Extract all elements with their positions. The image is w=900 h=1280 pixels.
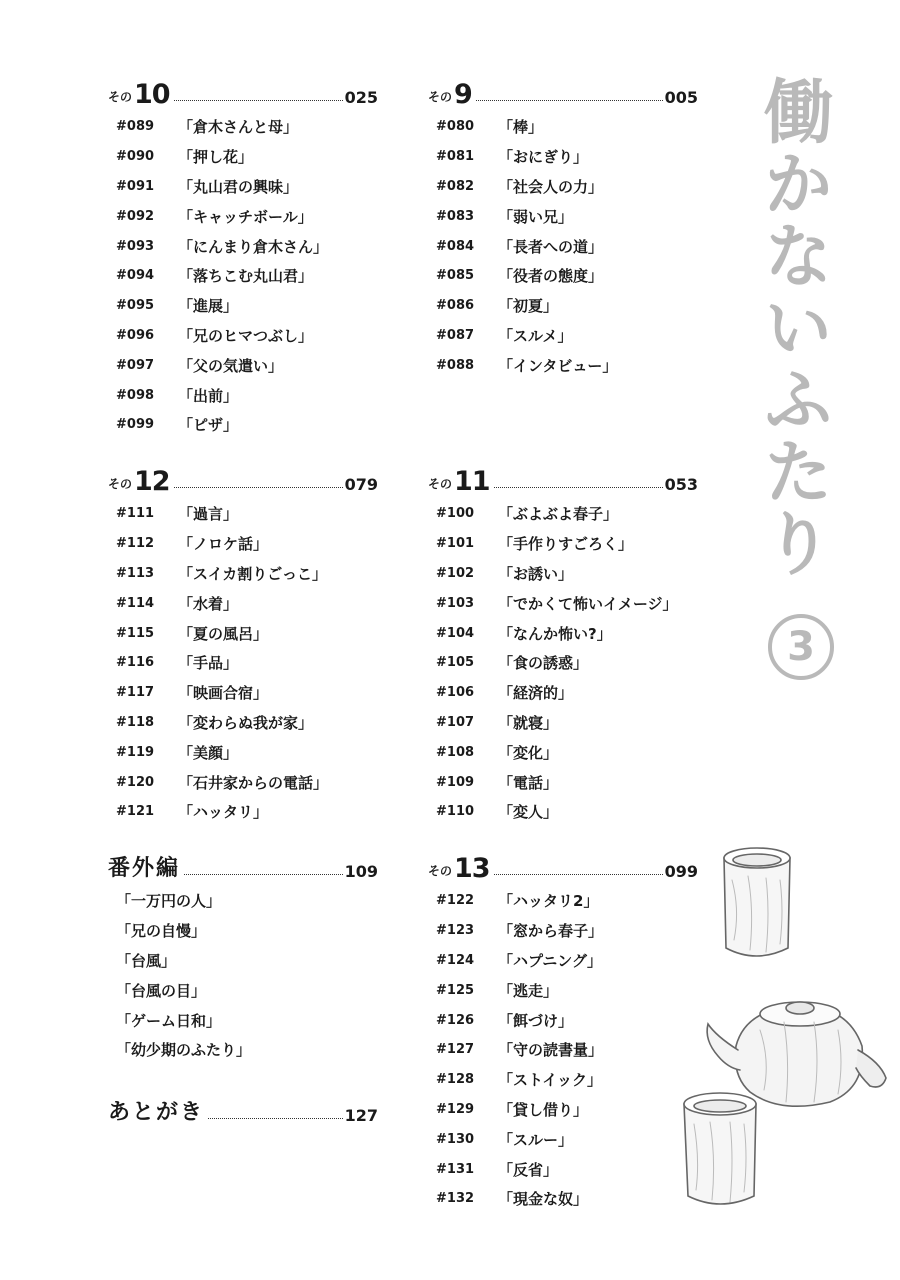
chapter-item — [428, 1184, 698, 1214]
chapter-code: #080 — [436, 119, 475, 135]
chapter-title: 「守の読書量」 — [498, 1041, 604, 1060]
chapter-item — [108, 231, 378, 261]
page-number: 099 — [664, 862, 698, 881]
chapter-item — [108, 559, 378, 589]
chapter-title: 「ぶよぶよ春子」 — [498, 505, 619, 524]
page-number: 127 — [344, 1106, 378, 1125]
chapter-code: #113 — [116, 565, 155, 581]
chapter-item — [428, 916, 698, 946]
chapter-title: 「過言」 — [178, 505, 239, 524]
chapter-code: #112 — [116, 536, 155, 552]
chapter-item — [428, 678, 698, 708]
chapter-title: 「おにぎり」 — [498, 148, 589, 167]
chapter-item — [428, 767, 698, 797]
chapter-item — [428, 201, 698, 231]
chapter-item — [428, 559, 698, 589]
chapter-code: #102 — [436, 565, 475, 581]
chapter-code: #088 — [436, 357, 475, 373]
extra-item: 「台風」 — [116, 951, 177, 970]
chapter-item — [108, 767, 378, 797]
chapter-item — [108, 350, 378, 380]
page-number: 053 — [664, 475, 698, 494]
section-prefix: その — [108, 90, 133, 104]
chapter-title: 「ハプニング」 — [498, 951, 602, 970]
chapter-title: 「夏の風呂」 — [178, 624, 269, 643]
chapter-code: #130 — [436, 1131, 475, 1147]
chapter-title: 「経済的」 — [498, 684, 574, 703]
chapter-item — [428, 112, 698, 142]
chapter-title: 「変わらぬ我が家」 — [178, 713, 314, 732]
chapter-item — [108, 380, 378, 410]
chapter-code: #086 — [436, 298, 475, 314]
dot-leader — [208, 1118, 343, 1119]
chapter-item — [428, 321, 698, 351]
chapter-code: #094 — [116, 268, 155, 284]
chapter-title: 「映画合宿」 — [178, 684, 269, 703]
chapter-item — [428, 1095, 698, 1125]
section-9 — [428, 76, 698, 380]
chapter-item — [428, 708, 698, 738]
chapter-title: 「長者への道」 — [498, 237, 604, 256]
chapter-code: #122 — [436, 893, 475, 909]
chapter-item — [428, 172, 698, 202]
chapter-item — [108, 201, 378, 231]
chapter-code: #117 — [116, 685, 155, 701]
chapter-code: #091 — [116, 178, 155, 194]
chapter-code: #097 — [116, 357, 155, 373]
chapter-code: #115 — [116, 625, 155, 641]
chapter-item — [108, 499, 378, 529]
chapter-title: 「貸し借り」 — [498, 1100, 589, 1119]
chapter-title: 「変化」 — [498, 743, 559, 762]
chapter-item — [428, 975, 698, 1005]
chapter-code: #083 — [436, 208, 475, 224]
chapter-code: #098 — [116, 387, 155, 403]
chapter-title: 「反省」 — [498, 1160, 559, 1179]
section-header — [108, 850, 378, 884]
chapter-title: 「窓から春子」 — [498, 922, 604, 941]
chapter-title: 「父の気遣い」 — [178, 356, 284, 375]
chapter-item — [428, 588, 698, 618]
page-number: 079 — [344, 475, 378, 494]
chapter-list — [428, 112, 698, 380]
section-title: 番外編 — [108, 856, 181, 881]
chapter-title: 「現金な奴」 — [498, 1190, 589, 1209]
chapter-item — [428, 797, 698, 827]
teapot-icon — [707, 1002, 886, 1106]
extra-list — [108, 886, 378, 1065]
chapter-item — [428, 1124, 698, 1154]
chapter-code: #090 — [116, 149, 155, 165]
chapter-code: #087 — [436, 327, 475, 343]
page-number: 109 — [344, 862, 378, 881]
chapter-title: 「ハッタリ」 — [178, 803, 269, 822]
chapter-item — [108, 588, 378, 618]
chapter-item — [108, 529, 378, 559]
chapter-title: 「ハッタリ2」 — [498, 892, 599, 911]
chapter-title: 「キャッチボール」 — [178, 207, 313, 226]
chapter-code: #121 — [116, 804, 155, 820]
section-prefix: その — [428, 864, 453, 878]
chapter-code: #096 — [116, 327, 155, 343]
chapter-title: 「でかくて怖いイメージ」 — [498, 594, 678, 613]
chapter-title: 「電話」 — [498, 773, 559, 792]
chapter-title: 「スルー」 — [498, 1130, 574, 1149]
chapter-title: 「初夏」 — [498, 297, 559, 316]
chapter-title: 「ストイック」 — [498, 1071, 602, 1090]
chapter-code: #118 — [116, 714, 155, 730]
chapter-code: #085 — [436, 268, 475, 284]
chapter-title: 「手作りすごろく」 — [498, 535, 634, 554]
chapter-item — [108, 708, 378, 738]
chapter-title: 「押し花」 — [178, 148, 254, 167]
chapter-item — [108, 172, 378, 202]
chapter-title: 「スルメ」 — [498, 326, 573, 345]
chapter-item — [428, 886, 698, 916]
section-prefix: その — [428, 477, 453, 491]
chapter-code: #092 — [116, 208, 155, 224]
chapter-title: 「手品」 — [178, 654, 239, 673]
chapter-item — [108, 678, 378, 708]
chapter-title: 「社会人の力」 — [498, 177, 604, 196]
chapter-title: 「兄のヒマつぶし」 — [178, 326, 314, 345]
chapter-item — [428, 1154, 698, 1184]
section-10 — [108, 76, 378, 440]
chapter-item — [428, 1005, 698, 1035]
chapter-item — [428, 261, 698, 291]
chapter-title: 「にんまり倉木さん」 — [178, 237, 329, 256]
chapter-title: 「餌づけ」 — [498, 1011, 574, 1030]
section-number: 12 — [134, 466, 170, 497]
section-header — [428, 76, 698, 110]
chapter-item — [428, 1065, 698, 1095]
page-number: 005 — [664, 88, 698, 107]
chapter-code: #099 — [116, 417, 155, 433]
chapter-title: 「倉木さんと母」 — [178, 118, 299, 137]
chapter-item — [108, 291, 378, 321]
chapter-item — [108, 648, 378, 678]
chapter-list — [428, 886, 698, 1214]
chapter-item — [108, 321, 378, 351]
chapter-item — [108, 142, 378, 172]
chapter-code: #127 — [436, 1042, 475, 1058]
chapter-code: #129 — [436, 1101, 475, 1117]
section-extra — [108, 850, 378, 1065]
volume-badge: 3 — [768, 614, 834, 680]
chapter-title: 「丸山君の興味」 — [178, 177, 299, 196]
extra-item: 「幼少期のふたり」 — [116, 1041, 252, 1060]
chapter-code: #105 — [436, 655, 475, 671]
chapter-list — [108, 499, 378, 827]
chapter-item — [428, 350, 698, 380]
chapter-code: #120 — [116, 774, 155, 790]
dot-leader — [494, 874, 663, 875]
chapter-item — [108, 797, 378, 827]
chapter-item — [428, 142, 698, 172]
chapter-code: #089 — [116, 119, 155, 135]
chapter-code: #119 — [116, 744, 155, 760]
chapter-code: #123 — [436, 923, 475, 939]
chapter-code: #082 — [436, 178, 475, 194]
section-12 — [108, 463, 378, 827]
section-header — [108, 1094, 378, 1128]
section-number: 13 — [454, 853, 490, 884]
chapter-code: #111 — [116, 506, 155, 522]
chapter-item — [428, 737, 698, 767]
chapter-code: #109 — [436, 774, 475, 790]
chapter-title: 「進展」 — [178, 297, 239, 316]
teacup-lower-icon — [684, 1093, 756, 1204]
chapter-code: #131 — [436, 1161, 475, 1177]
section-prefix: その — [428, 90, 453, 104]
section-13 — [428, 850, 698, 1214]
chapter-title: 「弱い兄」 — [498, 207, 574, 226]
chapter-item — [108, 261, 378, 291]
dot-leader — [476, 100, 663, 101]
chapter-item — [428, 1035, 698, 1065]
chapter-code: #132 — [436, 1191, 475, 1207]
chapter-code: #084 — [436, 238, 475, 254]
chapter-item — [108, 410, 378, 440]
section-header — [108, 76, 378, 110]
chapter-code: #114 — [116, 595, 155, 611]
extra-item: 「ゲーム日和」 — [116, 1011, 222, 1030]
chapter-code: #104 — [436, 625, 475, 641]
chapter-code: #103 — [436, 595, 475, 611]
section-header — [428, 850, 698, 884]
chapter-title: 「インタビュー」 — [498, 356, 618, 375]
teacup-upper-icon — [724, 848, 790, 956]
section-number: 11 — [454, 466, 490, 497]
chapter-title: 「落ちこむ丸山君」 — [178, 267, 314, 286]
chapter-title: 「スイカ割りごっこ」 — [178, 564, 327, 583]
chapter-item — [428, 946, 698, 976]
chapter-item — [108, 737, 378, 767]
chapter-code: #108 — [436, 744, 475, 760]
chapter-item — [108, 618, 378, 648]
dot-leader — [174, 487, 343, 488]
section-11 — [428, 463, 698, 827]
chapter-item — [428, 648, 698, 678]
chapter-code: #101 — [436, 536, 475, 552]
chapter-list — [428, 499, 698, 827]
chapter-item — [428, 231, 698, 261]
chapter-title: 「食の誘惑」 — [498, 654, 589, 673]
chapter-item — [428, 291, 698, 321]
chapter-title: 「石井家からの電話」 — [178, 773, 329, 792]
chapter-item — [428, 499, 698, 529]
chapter-list — [108, 112, 378, 440]
book-title: 働かないふたり — [752, 75, 834, 579]
chapter-code: #124 — [436, 952, 475, 968]
chapter-title: 「就寝」 — [498, 713, 559, 732]
chapter-code: #095 — [116, 298, 155, 314]
chapter-code: #110 — [436, 804, 475, 820]
section-header — [108, 463, 378, 497]
extra-item: 「兄の自慢」 — [116, 922, 207, 941]
chapter-title: 「変人」 — [498, 803, 559, 822]
page-number: 025 — [344, 88, 378, 107]
chapter-code: #128 — [436, 1072, 475, 1088]
section-header — [428, 463, 698, 497]
chapter-title: 「なんか怖い?」 — [498, 624, 612, 643]
chapter-item — [428, 529, 698, 559]
chapter-title: 「ノロケ話」 — [178, 535, 269, 554]
dot-leader — [184, 874, 343, 875]
chapter-title: 「役者の態度」 — [498, 267, 604, 286]
chapter-code: #093 — [116, 238, 155, 254]
chapter-item — [108, 112, 378, 142]
chapter-title: 「美顔」 — [178, 743, 239, 762]
chapter-title: 「出前」 — [178, 386, 239, 405]
chapter-code: #126 — [436, 1012, 475, 1028]
extra-item: 「台風の目」 — [116, 981, 207, 1000]
chapter-title: 「お誘い」 — [498, 564, 574, 583]
chapter-title: 「ピザ」 — [178, 416, 239, 435]
chapter-title: 「逃走」 — [498, 981, 559, 1000]
chapter-code: #106 — [436, 685, 475, 701]
extra-item: 「一万円の人」 — [116, 892, 222, 911]
section-title: あとがき — [108, 1100, 205, 1125]
chapter-code: #081 — [436, 149, 475, 165]
chapter-title: 「棒」 — [498, 118, 544, 137]
section-number: 10 — [134, 79, 170, 110]
chapter-code: #116 — [116, 655, 155, 671]
chapter-code: #107 — [436, 714, 475, 730]
chapter-code: #100 — [436, 506, 475, 522]
section-prefix: その — [108, 477, 133, 491]
chapter-title: 「水着」 — [178, 594, 239, 613]
chapter-item — [428, 618, 698, 648]
tea-set-illustration — [680, 840, 900, 1280]
section-number: 9 — [454, 79, 472, 110]
dot-leader — [174, 100, 343, 101]
section-afterword — [108, 1094, 378, 1128]
dot-leader — [494, 487, 663, 488]
chapter-code: #125 — [436, 982, 475, 998]
